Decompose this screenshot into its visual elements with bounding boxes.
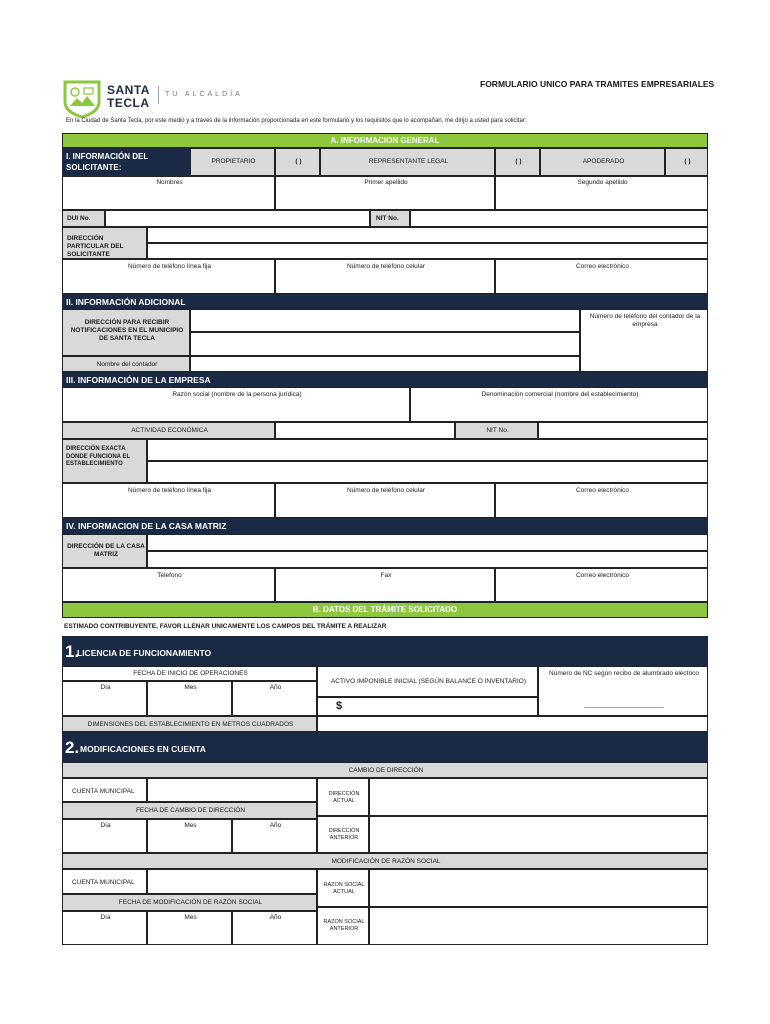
razon-social-field[interactable]: Razón social (nombre de la persona jurídica) [62, 387, 410, 422]
fecha-modificacion-anio[interactable]: Año [232, 911, 317, 945]
nombres-field[interactable]: Nombres [62, 176, 275, 210]
logo-tagline: TU ALCALDÍA [165, 91, 243, 98]
apoderado-label-cell: APODERADO [540, 148, 665, 176]
cuenta-municipal-field-1[interactable] [147, 778, 317, 802]
logo-line2: TECLA [107, 96, 150, 110]
razon-anterior-field[interactable] [369, 907, 708, 945]
modificacion-razon-header: MODIFICACIÓN DE RAZÓN SOCIAL [62, 853, 708, 869]
dimensiones-field[interactable] [317, 716, 708, 732]
direccion-establecimiento-field-2[interactable] [147, 461, 708, 483]
fecha-cambio-dia[interactable]: Día [62, 819, 147, 853]
cuenta-municipal-field-2[interactable] [147, 869, 317, 894]
nombre-contador-label-cell: Nombre del contador [62, 356, 190, 372]
tel-celular-field[interactable]: Número de teléfono celular [275, 259, 495, 294]
actividad-field[interactable] [275, 422, 455, 439]
modificaciones-title-bar [62, 732, 708, 762]
nit-field[interactable] [410, 210, 708, 227]
representante-label-cell: REPRESENTANTE LEGAL [320, 148, 495, 176]
direccion-establecimiento-field-1[interactable] [147, 439, 708, 461]
representante-check[interactable]: ( ) [495, 148, 540, 176]
section-a-header: A. INFORMACION GENERAL [62, 133, 708, 148]
fecha-modificacion-label-cell: FECHA DE MODIFICACIÓN DE RAZÓN SOCIAL [62, 894, 317, 911]
direccion-particular-label-cell: DIRECCIÓN PARTICULAR DEL SOLICITANTE [62, 227, 147, 259]
direccion-casa-field-1[interactable] [147, 534, 708, 551]
propietario-check[interactable]: ( ) [275, 148, 320, 176]
tel-contador-field[interactable]: Número de teléfono del contador de la empresa [580, 309, 708, 372]
logo [62, 78, 157, 120]
fecha-inicio-dia[interactable]: Día [62, 681, 147, 716]
correo-field[interactable]: Correo electrónico [495, 259, 708, 294]
dui-field[interactable] [105, 210, 370, 227]
licencia-number: 1. [65, 642, 80, 661]
fecha-modificacion-dia[interactable]: Día [62, 911, 147, 945]
part4-title: IV. INFORMACION DE LA CASA MATRIZ [62, 518, 708, 534]
direccion-anterior-label-cell: DIRECCIÓN ANTERIOR [317, 816, 369, 853]
direccion-establecimiento-label-cell: DIRECCIÓN EXACTA DONDE FUNCIONA EL ESTABLECIMIENTO [62, 439, 147, 483]
fecha-cambio-label-cell: FECHA DE CAMBIO DE DIRECCIÓN [62, 802, 317, 819]
dimensiones-label-cell: DIMENSIONES DEL ESTABLECIMIENTO EN METROS CUADRADOS [62, 716, 317, 732]
intro-text: En la Ciudad de Santa Tecla, por este medio y a traves de la información proporcionada en este formulario y los requisitos que lo acompañan, me dirijo a usted para solicitar: [66, 118, 527, 124]
nit-label-cell: NIT No. [370, 210, 410, 227]
propietario-label-cell: PROPIETARIO [190, 148, 275, 176]
direccion-notificaciones-field-2[interactable] [190, 332, 580, 356]
section-b-note: ESTIMADO CONTRIBUYENTE, FAVOR LLENAR UNICAMENTE LOS CAMPOS DEL TRÁMITE A REALIZAR [64, 623, 387, 630]
razon-anterior-label-cell: RAZON SOCIAL ANTERIOR [317, 907, 369, 945]
direccion-particular-field-2[interactable] [147, 243, 708, 259]
empresa-tel-celular-field[interactable]: Número de teléfono celular [275, 483, 495, 518]
santa-tecla-logo-icon [62, 78, 102, 118]
logo-divider [158, 86, 159, 104]
fecha-cambio-anio[interactable]: Año [232, 819, 317, 853]
nc-field[interactable]: Número de NC según recibo de alumbrado eléctrico ______________________ [538, 666, 708, 716]
fecha-inicio-mes[interactable]: Mes [147, 681, 232, 716]
denominacion-field[interactable]: Denominación comercial (nombre del establecimiento) [410, 387, 708, 422]
direccion-notificaciones-label-cell: DIRECCIÓN PARA RECIBIR NOTIFICACIONES EN EL MUNICIPIO DE SANTA TECLA [62, 309, 190, 356]
licencia-title: LICENCIA DE FUNCIONAMIENTO [77, 648, 212, 658]
apoderado-check[interactable]: ( ) [665, 148, 708, 176]
modificaciones-title: MODIFICACIONES EN CUENTA [80, 744, 206, 754]
activo-field[interactable] [317, 697, 538, 716]
dui-label-cell: DUI No. [62, 210, 105, 227]
logo-line1: SANTA [107, 83, 150, 97]
segundo-apellido-field[interactable]: Segundo apellido [495, 176, 708, 210]
direccion-anterior-field[interactable] [369, 816, 708, 853]
nit-empresa-label-cell: NIT No. [455, 422, 538, 439]
tel-fijo-field[interactable]: Número de teléfono línea fija [62, 259, 275, 294]
dollar-sign: $ [336, 700, 343, 712]
fecha-cambio-mes[interactable]: Mes [147, 819, 232, 853]
casa-correo-field[interactable]: Correo electrónico [495, 568, 708, 602]
direccion-actual-label-cell: DIRECCIÓN ACTUAL [317, 778, 369, 816]
actividad-label-cell: ACTIVIDAD ECONÓMICA [62, 422, 275, 439]
fecha-inicio-anio[interactable]: Año [232, 681, 317, 716]
razon-actual-label-cell: RAZON SOCIAL ACTUAL [317, 869, 369, 907]
nombre-contador-field[interactable] [190, 356, 580, 372]
casa-telefono-field[interactable]: Telefono [62, 568, 275, 602]
part3-title: III. INFORMACIÓN DE LA EMPRESA [62, 372, 708, 387]
primer-apellido-field[interactable]: Primer apellido [275, 176, 495, 210]
nit-empresa-field[interactable] [538, 422, 708, 439]
empresa-correo-field[interactable]: Correo electrónico [495, 483, 708, 518]
razon-actual-field[interactable] [369, 869, 708, 907]
cuenta-municipal-label-cell-2: CUENTA MUNICIPAL [62, 869, 147, 894]
part1-title: I. INFORMACIÓN DEL SOLICITANTE: [62, 148, 190, 176]
fecha-inicio-label-cell: FECHA DE INICIO DE OPERACIONES [62, 666, 317, 681]
modificaciones-number: 2. [65, 738, 80, 757]
fecha-modificacion-mes[interactable]: Mes [147, 911, 232, 945]
direccion-actual-field[interactable] [369, 778, 708, 816]
form-title: FORMULARIO UNICO PARA TRAMITES EMPRESARIALES [480, 79, 715, 89]
part2-title: II. INFORMACIÓN ADICIONAL [62, 294, 708, 309]
direccion-notificaciones-field-1[interactable] [190, 309, 580, 332]
casa-fax-field[interactable]: Fax [275, 568, 495, 602]
empresa-tel-fijo-field[interactable]: Número de teléfono línea fija [62, 483, 275, 518]
cambio-direccion-header: CAMBIO DE DIRECCIÓN [62, 762, 708, 778]
cuenta-municipal-label-cell-1: CUENTA MUNICIPAL [62, 778, 147, 802]
direccion-casa-field-2[interactable] [147, 551, 708, 568]
section-b-header: B. DATOS DEL TRÁMITE SOLICITADO [62, 602, 708, 618]
direccion-casa-label-cell: DIRECCIÓN DE LA CASA MATRIZ [62, 534, 147, 568]
licencia-title-bar [62, 636, 708, 666]
activo-label-cell: ACTIVO IMPONIBLE INICIAL (SEGÚN BALANCE O INVENTARIO) [317, 666, 538, 697]
direccion-particular-field-1[interactable] [147, 227, 708, 243]
